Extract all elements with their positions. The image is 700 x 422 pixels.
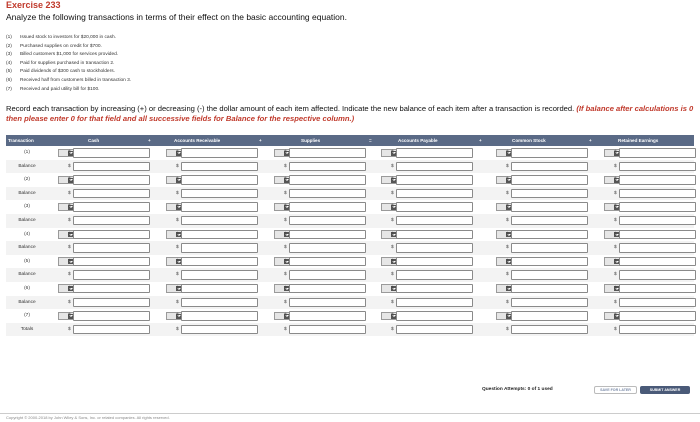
retained-earnings-amount-input[interactable] <box>619 175 696 185</box>
common-stock-amount-input[interactable] <box>511 216 588 226</box>
currency-symbol: $ <box>391 245 394 251</box>
currency-symbol: $ <box>176 231 179 237</box>
accounts-receivable-amount-input[interactable] <box>181 230 258 240</box>
transaction-number: (7) <box>6 86 12 92</box>
header-plus-1: + <box>148 138 151 143</box>
common-stock-amount-input[interactable] <box>511 311 588 321</box>
transaction-item <box>6 43 131 52</box>
currency-symbol: $ <box>506 299 509 305</box>
accounts-payable-amount-input[interactable] <box>396 325 473 335</box>
accounts-receivable-amount-input[interactable] <box>181 270 258 280</box>
currency-symbol: $ <box>68 150 71 155</box>
currency-symbol: $ <box>176 285 179 291</box>
currency-symbol: $ <box>284 313 287 319</box>
currency-symbol: $ <box>614 299 617 305</box>
supplies-amount-input[interactable] <box>289 230 366 240</box>
copyright: Copyright © 2000-2018 by John Wiley & Sons, Inc. or related companies. All rights reserved. <box>6 415 170 420</box>
cash-amount-input[interactable] <box>73 284 150 294</box>
currency-symbol: $ <box>506 285 509 291</box>
currency-symbol: $ <box>68 217 71 223</box>
transaction-row <box>6 146 694 160</box>
cash-amount-input[interactable] <box>73 216 150 226</box>
currency-symbol: $ <box>284 217 287 223</box>
accounts-receivable-amount-input[interactable] <box>181 257 258 267</box>
currency-symbol: $ <box>284 285 287 291</box>
cash-amount-input[interactable] <box>73 175 150 185</box>
currency-symbol: $ <box>176 177 179 183</box>
currency-symbol: $ <box>614 285 617 291</box>
header-transaction: Transaction <box>8 138 34 143</box>
transaction-text: Purchased supplies on credit for $700. <box>20 43 102 49</box>
currency-symbol: $ <box>176 272 179 278</box>
currency-symbol: $ <box>284 204 287 210</box>
transaction-number: (5) <box>6 69 12 75</box>
currency-symbol: $ <box>506 326 509 332</box>
accounts-payable-amount-input[interactable] <box>396 230 473 240</box>
row-label: (3) <box>24 204 30 210</box>
transaction-item <box>6 60 131 69</box>
transaction-text: Received and paid utility bill for $100. <box>20 86 100 92</box>
currency-symbol: $ <box>391 326 394 332</box>
header-plus-4: + <box>589 138 592 143</box>
instructions-main: Record each transaction by increasing (+) or decreasing (-) the dollar amount of each item affected. Indicate the new balance of each item after a transaction is recorded. <box>6 104 575 113</box>
currency-symbol: $ <box>68 326 71 332</box>
accounts-receivable-amount-input[interactable] <box>181 202 258 212</box>
cash-amount-input[interactable] <box>73 189 150 199</box>
currency-symbol: $ <box>614 258 617 264</box>
currency-symbol: $ <box>68 231 71 237</box>
supplies-amount-input[interactable] <box>289 148 366 158</box>
accounts-receivable-amount-input[interactable] <box>181 148 258 158</box>
transaction-number: (6) <box>6 77 12 83</box>
currency-symbol: $ <box>176 245 179 251</box>
row-label: Balance <box>18 245 36 251</box>
row-label: Balance <box>18 190 36 196</box>
currency-symbol: $ <box>284 272 287 278</box>
currency-symbol: $ <box>68 177 71 183</box>
common-stock-amount-input[interactable] <box>511 175 588 185</box>
currency-symbol: $ <box>506 217 509 223</box>
transaction-row <box>6 228 694 242</box>
transaction-list <box>6 34 131 94</box>
retained-earnings-amount-input[interactable] <box>619 162 696 172</box>
supplies-amount-input[interactable] <box>289 202 366 212</box>
currency-symbol: $ <box>614 313 617 319</box>
transaction-item <box>6 86 131 95</box>
accounts-payable-amount-input[interactable] <box>396 270 473 280</box>
currency-symbol: $ <box>176 163 179 169</box>
retained-earnings-amount-input[interactable] <box>619 148 696 158</box>
currency-symbol: $ <box>176 326 179 332</box>
transaction-row <box>6 309 694 323</box>
balance-row <box>6 296 694 310</box>
accounting-equation-table <box>6 135 694 336</box>
accounts-payable-amount-input[interactable] <box>396 202 473 212</box>
row-label: Balance <box>18 217 36 223</box>
currency-symbol: $ <box>391 299 394 305</box>
header-retained-earnings: Retained Earnings <box>618 138 659 143</box>
currency-symbol: $ <box>176 258 179 264</box>
currency-symbol: $ <box>391 231 394 237</box>
transaction-item <box>6 68 131 77</box>
currency-symbol: $ <box>614 272 617 278</box>
common-stock-amount-input[interactable] <box>511 270 588 280</box>
currency-symbol: $ <box>284 258 287 264</box>
cash-amount-input[interactable] <box>73 148 150 158</box>
row-label: (1) <box>24 150 30 155</box>
balance-row <box>6 214 694 228</box>
currency-symbol: $ <box>391 313 394 319</box>
exercise-title: Exercise 233 <box>6 0 61 10</box>
accounts-receivable-amount-input[interactable] <box>181 298 258 308</box>
accounts-payable-amount-input[interactable] <box>396 311 473 321</box>
footer <box>0 386 700 398</box>
supplies-amount-input[interactable] <box>289 298 366 308</box>
currency-symbol: $ <box>506 163 509 169</box>
currency-symbol: $ <box>284 245 287 251</box>
currency-symbol: $ <box>176 217 179 223</box>
balance-row <box>6 268 694 282</box>
accounts-receivable-amount-input[interactable] <box>181 311 258 321</box>
cash-amount-input[interactable] <box>73 311 150 321</box>
currency-symbol: $ <box>506 258 509 264</box>
instructions <box>6 104 696 124</box>
balance-row <box>6 323 694 337</box>
retained-earnings-amount-input[interactable] <box>619 202 696 212</box>
accounts-payable-amount-input[interactable] <box>396 162 473 172</box>
question-attempts: Question Attempts: 0 of 1 used <box>482 387 553 392</box>
row-label: Balance <box>18 163 36 169</box>
retained-earnings-amount-input[interactable] <box>619 284 696 294</box>
transaction-text: Issued stock to investors for $20,000 in cash. <box>20 35 116 40</box>
currency-symbol: $ <box>391 217 394 223</box>
currency-symbol: $ <box>506 245 509 251</box>
accounts-receivable-amount-input[interactable] <box>181 162 258 172</box>
currency-symbol: $ <box>284 190 287 196</box>
currency-symbol: $ <box>614 217 617 223</box>
transaction-number: (2) <box>6 43 12 49</box>
header-plus-2: + <box>259 138 262 143</box>
accounts-payable-amount-input[interactable] <box>396 175 473 185</box>
currency-symbol: $ <box>284 299 287 305</box>
retained-earnings-amount-input[interactable] <box>619 298 696 308</box>
cash-amount-input[interactable] <box>73 162 150 172</box>
transaction-item <box>6 77 131 86</box>
header-common-stock: Common Stock <box>512 138 546 143</box>
accounts-payable-amount-input[interactable] <box>396 148 473 158</box>
row-label: (5) <box>24 258 30 264</box>
accounts-receivable-amount-input[interactable] <box>181 243 258 253</box>
common-stock-amount-input[interactable] <box>511 148 588 158</box>
balance-row <box>6 187 694 201</box>
currency-symbol: $ <box>391 150 394 155</box>
transaction-row <box>6 173 694 187</box>
cash-amount-input[interactable] <box>73 257 150 267</box>
currency-symbol: $ <box>284 150 287 155</box>
common-stock-amount-input[interactable] <box>511 284 588 294</box>
retained-earnings-amount-input[interactable] <box>619 270 696 280</box>
currency-symbol: $ <box>614 326 617 332</box>
supplies-amount-input[interactable] <box>289 162 366 172</box>
supplies-amount-input[interactable] <box>289 257 366 267</box>
common-stock-amount-input[interactable] <box>511 243 588 253</box>
common-stock-amount-input[interactable] <box>511 202 588 212</box>
supplies-amount-input[interactable] <box>289 325 366 335</box>
currency-symbol: $ <box>614 204 617 210</box>
supplies-amount-input[interactable] <box>289 311 366 321</box>
currency-symbol: $ <box>68 272 71 278</box>
currency-symbol: $ <box>176 190 179 196</box>
currency-symbol: $ <box>391 285 394 291</box>
retained-earnings-amount-input[interactable] <box>619 311 696 321</box>
header-accounts-payable: Accounts Payable <box>398 138 438 143</box>
accounts-payable-amount-input[interactable] <box>396 189 473 199</box>
retained-earnings-amount-input[interactable] <box>619 243 696 253</box>
currency-symbol: $ <box>506 150 509 155</box>
accounts-payable-amount-input[interactable] <box>396 284 473 294</box>
instructions-emphasis: (If balance after calculations is 0 then please enter 0 for that field and all successive fields for Balance for the respective column.) <box>6 104 694 123</box>
currency-symbol: $ <box>176 204 179 210</box>
row-label: Balance <box>18 299 36 305</box>
currency-symbol: $ <box>68 299 71 305</box>
accounts-receivable-amount-input[interactable] <box>181 175 258 185</box>
row-label: (2) <box>24 177 30 183</box>
currency-symbol: $ <box>506 177 509 183</box>
currency-symbol: $ <box>68 190 71 196</box>
currency-symbol: $ <box>68 258 71 264</box>
header-equals: = <box>369 138 372 143</box>
header-cash: Cash <box>88 138 100 143</box>
row-label: (6) <box>24 285 30 291</box>
currency-symbol: $ <box>391 258 394 264</box>
row-label: Balance <box>18 272 36 278</box>
accounts-receivable-amount-input[interactable] <box>181 325 258 335</box>
accounts-payable-amount-input[interactable] <box>396 298 473 308</box>
row-label: Totals <box>20 326 34 332</box>
common-stock-amount-input[interactable] <box>511 257 588 267</box>
currency-symbol: $ <box>614 177 617 183</box>
currency-symbol: $ <box>176 299 179 305</box>
cash-amount-input[interactable] <box>73 202 150 212</box>
header-accounts-receivable: Accounts Receivable <box>174 138 221 143</box>
accounts-receivable-amount-input[interactable] <box>181 216 258 226</box>
currency-symbol: $ <box>68 204 71 210</box>
currency-symbol: $ <box>68 285 71 291</box>
currency-symbol: $ <box>391 190 394 196</box>
currency-symbol: $ <box>68 163 71 169</box>
currency-symbol: $ <box>68 313 71 319</box>
supplies-amount-input[interactable] <box>289 243 366 253</box>
table-header <box>6 135 694 146</box>
cash-amount-input[interactable] <box>73 298 150 308</box>
transaction-text: Billed customers $1,000 for services provided. <box>20 52 119 58</box>
common-stock-amount-input[interactable] <box>511 325 588 335</box>
balance-row <box>6 160 694 174</box>
cash-amount-input[interactable] <box>73 325 150 335</box>
common-stock-amount-input[interactable] <box>511 189 588 199</box>
accounts-payable-amount-input[interactable] <box>396 257 473 267</box>
submit-answer-button[interactable]: SUBMIT ANSWER <box>640 386 690 394</box>
currency-symbol: $ <box>68 245 71 251</box>
accounts-payable-amount-input[interactable] <box>396 216 473 226</box>
currency-symbol: $ <box>176 313 179 319</box>
transaction-number: (1) <box>6 35 12 40</box>
currency-symbol: $ <box>284 326 287 332</box>
retained-earnings-amount-input[interactable] <box>619 230 696 240</box>
footer-divider <box>0 413 700 414</box>
currency-symbol: $ <box>614 190 617 196</box>
currency-symbol: $ <box>614 245 617 251</box>
transaction-text: Paid for supplies purchased in transaction 2. <box>20 60 115 66</box>
exercise-subtitle: Analyze the following transactions in terms of their effect on the basic accounting equation. <box>6 12 347 22</box>
supplies-amount-input[interactable] <box>289 189 366 199</box>
transaction-number: (3) <box>6 52 12 58</box>
accounts-receivable-amount-input[interactable] <box>181 284 258 294</box>
retained-earnings-amount-input[interactable] <box>619 216 696 226</box>
header-plus-3: + <box>479 138 482 143</box>
save-for-later-button[interactable]: SAVE FOR LATER <box>594 386 637 394</box>
currency-symbol: $ <box>506 231 509 237</box>
transaction-item <box>6 34 131 43</box>
accounts-payable-amount-input[interactable] <box>396 243 473 253</box>
transaction-item <box>6 51 131 60</box>
table-body <box>6 146 694 336</box>
currency-symbol: $ <box>506 190 509 196</box>
transaction-text: Received half from customers billed in transaction 3. <box>20 77 132 83</box>
currency-symbol: $ <box>391 177 394 183</box>
currency-symbol: $ <box>284 231 287 237</box>
row-label: (7) <box>24 313 30 319</box>
cash-amount-input[interactable] <box>73 243 150 253</box>
currency-symbol: $ <box>614 163 617 169</box>
currency-symbol: $ <box>391 163 394 169</box>
supplies-amount-input[interactable] <box>289 175 366 185</box>
currency-symbol: $ <box>506 272 509 278</box>
row-label: (4) <box>24 231 30 237</box>
supplies-amount-input[interactable] <box>289 270 366 280</box>
accounts-receivable-amount-input[interactable] <box>181 189 258 199</box>
currency-symbol: $ <box>176 150 179 155</box>
common-stock-amount-input[interactable] <box>511 230 588 240</box>
common-stock-amount-input[interactable] <box>511 298 588 308</box>
common-stock-amount-input[interactable] <box>511 162 588 172</box>
currency-symbol: $ <box>391 272 394 278</box>
currency-symbol: $ <box>506 313 509 319</box>
transaction-text: Paid dividends of $300 cash to stockholders. <box>20 69 115 75</box>
cash-amount-input[interactable] <box>73 230 150 240</box>
retained-earnings-amount-input[interactable] <box>619 325 696 335</box>
retained-earnings-amount-input[interactable] <box>619 189 696 199</box>
currency-symbol: $ <box>391 204 394 210</box>
currency-symbol: $ <box>614 150 617 155</box>
currency-symbol: $ <box>284 177 287 183</box>
currency-symbol: $ <box>614 231 617 237</box>
transaction-row <box>6 200 694 214</box>
supplies-amount-input[interactable] <box>289 284 366 294</box>
supplies-amount-input[interactable] <box>289 216 366 226</box>
transaction-row <box>6 282 694 296</box>
header-supplies: Supplies <box>301 138 321 143</box>
currency-symbol: $ <box>284 163 287 169</box>
currency-symbol: $ <box>506 204 509 210</box>
retained-earnings-amount-input[interactable] <box>619 257 696 267</box>
cash-amount-input[interactable] <box>73 270 150 280</box>
balance-row <box>6 241 694 255</box>
transaction-number: (4) <box>6 60 12 66</box>
transaction-row <box>6 255 694 269</box>
